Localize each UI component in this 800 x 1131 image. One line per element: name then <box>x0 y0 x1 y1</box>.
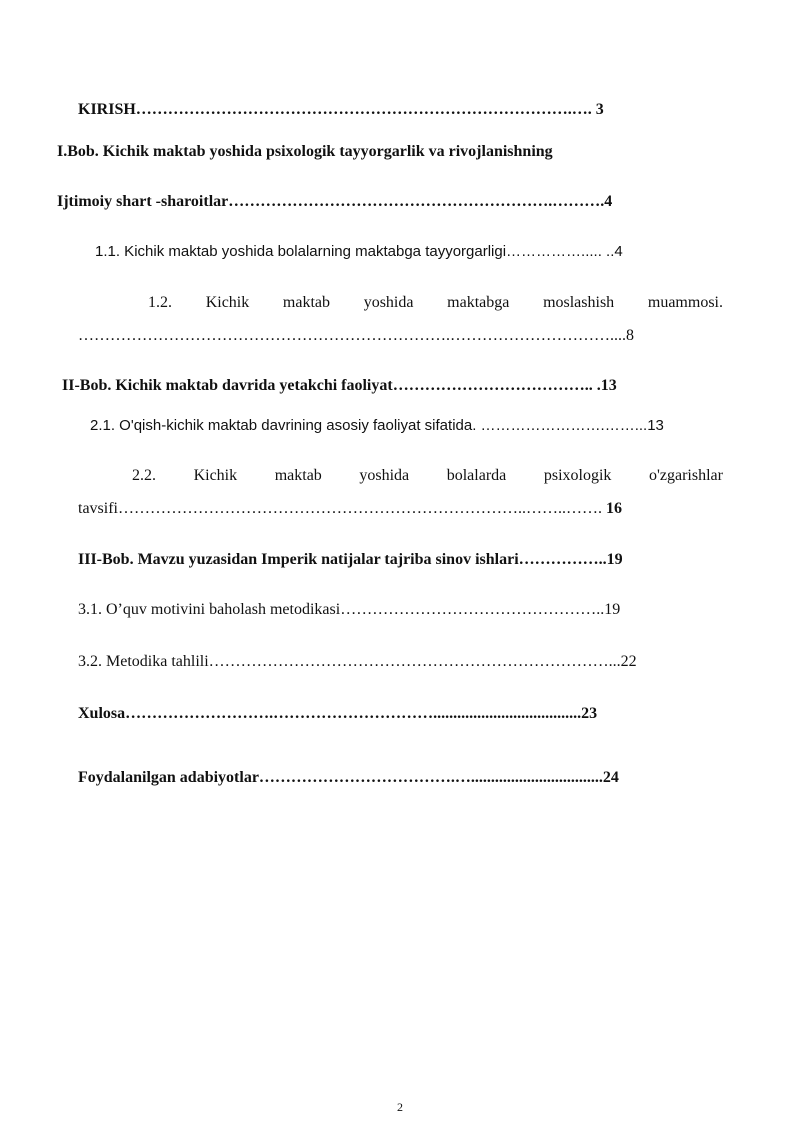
word: psixologik <box>543 467 612 484</box>
toc-chapter-1-title-cont: Ijtimoiy shart -sharoitlar…………………………………………………….……….4 <box>57 193 613 210</box>
toc-section-2-2-cont-text: tavsifi…………………………………………………………………..……..……. <box>78 500 606 517</box>
word: muammosi. <box>647 294 723 311</box>
word: o'zgarishlar <box>648 467 723 484</box>
toc-section-2-2 <box>132 466 723 486</box>
toc-chapter-2-title: II-Bob. Kichik maktab davrida yetakchi faoliyat……………………………….. .13 <box>62 377 617 394</box>
word: Kichik <box>193 467 238 484</box>
toc-section-1-2 <box>148 293 723 313</box>
word: yoshida <box>359 467 410 484</box>
word: maktabga <box>447 294 510 311</box>
toc-section-3-2: 3.2. Metodika tahlili…………………………………………………………………...22 <box>78 653 637 670</box>
page-number: 2 <box>397 1100 403 1114</box>
toc-section-2-1: 2.1. O'qish-kichik maktab davrining asosiy faoliyat sifatida. …………………….……...13 <box>90 417 664 434</box>
word: maktab <box>282 294 331 311</box>
word: moslashish <box>543 294 615 311</box>
toc-entry-xulosa: Xulosa……………………….………………………….....................................23 <box>78 705 598 722</box>
toc-section-2-2-cont <box>78 499 622 519</box>
toc-entry-adabiyotlar: Foydalanilgan adabiyotlar……………………………….….................................24 <box>78 769 619 786</box>
word: bolalarda <box>446 467 507 484</box>
word: maktab <box>274 467 322 484</box>
toc-chapter-1-title: I.Bob. Kichik maktab yoshida psixologik tayyorgarlik va rivojlanishning <box>57 143 553 160</box>
toc-section-1-2-cont: …………………………………………………………….…………………………....8 <box>78 327 634 344</box>
toc-chapter-3-title: III-Bob. Mavzu yuzasidan Imperik natijalar tajriba sinov ishlari……………..19 <box>78 551 623 568</box>
toc-section-2-2-page: 16 <box>606 500 622 517</box>
toc-section-3-1: 3.1. O’quv motivini baholash metodikasi…………………………………………..19 <box>78 601 621 618</box>
word: yoshida <box>363 294 414 311</box>
toc-section-1-1: 1.1. Kichik maktab yoshida bolalarning maktabga tayyorgarligi……………..... ..4 <box>95 243 623 260</box>
toc-entry-kirish: KIRISH……………………………………………………………………….…. 3 <box>78 101 604 118</box>
word: Kichik <box>205 294 250 311</box>
word: 1.2. <box>148 294 172 311</box>
word: 2.2. <box>132 467 156 484</box>
